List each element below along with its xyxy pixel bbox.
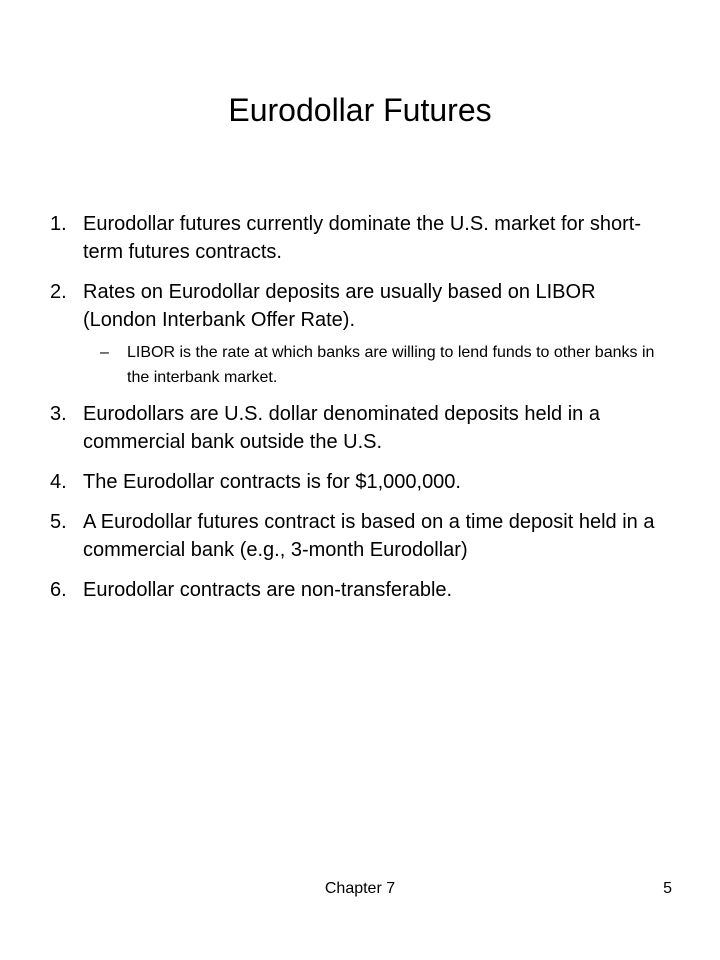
list-item-number: 2. [50, 281, 67, 303]
list-item-3 [50, 400, 670, 456]
list-item-4 [50, 468, 670, 496]
list-item-number: 3. [50, 403, 67, 425]
list-item-text: Eurodollar futures currently dominate the U.S. market for short-term futures contracts. [83, 213, 642, 263]
list-item-text: Eurodollar contracts are non-transferable. [83, 579, 453, 601]
list-item-6 [50, 576, 670, 604]
list-item-2 [50, 278, 670, 334]
list-item-5 [50, 508, 670, 564]
list-item-text: The Eurodollar contracts is for $1,000,000. [83, 471, 461, 493]
list-item-number: 4. [50, 471, 67, 493]
list-item-text: Rates on Eurodollar deposits are usually based on LIBOR (London Interbank Offer Rate). [83, 281, 596, 331]
slide-title: Eurodollar Futures [228, 92, 492, 128]
dash-bullet: – [100, 344, 109, 361]
sub-list-item-1 [50, 340, 670, 390]
list-item-text: A Eurodollar futures contract is based on a time deposit held in a commercial bank (e.g., 3-month Eurodollar) [83, 511, 655, 561]
page-number: 5 [663, 880, 672, 897]
list-item-number: 1. [50, 213, 67, 235]
list-item-text: Eurodollars are U.S. dollar denominated deposits held in a commercial bank outside the U.S. [83, 403, 600, 453]
numbered-list [50, 210, 670, 616]
list-item-number: 6. [50, 579, 67, 601]
list-item-1 [50, 210, 670, 266]
sub-list-item-text: LIBOR is the rate at which banks are willing to lend funds to other banks in the interbank market. [127, 344, 655, 386]
footer-chapter: Chapter 7 [324, 880, 396, 897]
list-item-number: 5. [50, 511, 67, 533]
